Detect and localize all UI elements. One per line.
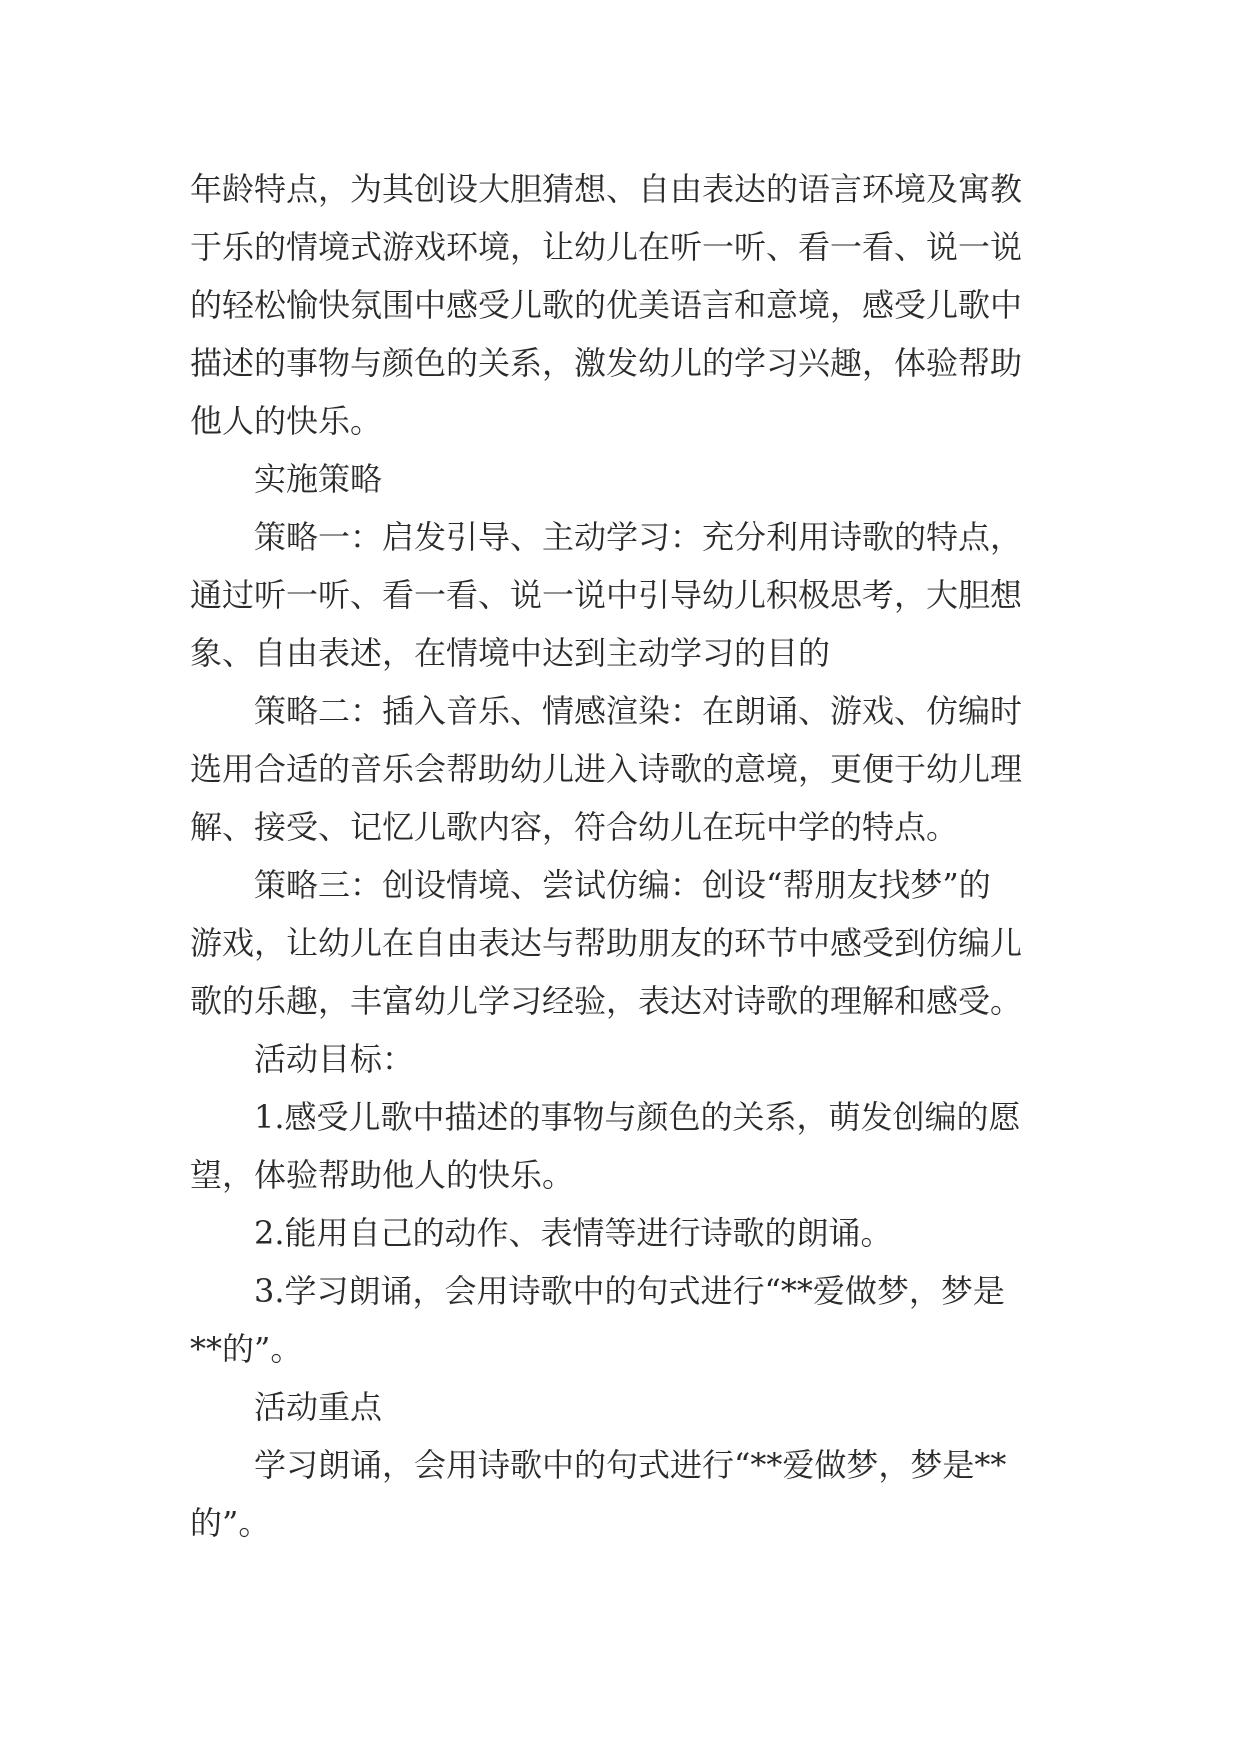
document-body — [190, 160, 1070, 1552]
list-item-goal-2: 2.能用自己的动作、表情等进行诗歌的朗诵。 — [254, 1214, 893, 1252]
text-line: 策略一：启发引导、主动学习：充分利用诗歌的特点， — [254, 518, 1023, 556]
text-line: 解、接受、记忆儿歌内容，符合幼儿在玩中学的特点。 — [190, 808, 959, 846]
text-line: 描述的事物与颜色的关系，激发幼儿的学习兴趣，体验帮助 — [190, 344, 1023, 382]
text-line: 通过听一听、看一看、说一说中引导幼儿积极思考，大胆想 — [190, 576, 1023, 614]
text-line: **的”。 — [190, 1330, 303, 1368]
section-heading-implementation: 实施策略 — [254, 460, 383, 498]
list-item-goal-3: 3.学习朗诵，会用诗歌中的句式进行“**爱做梦，梦是 — [254, 1272, 1005, 1310]
text-line: 策略三：创设情境、尝试仿编：创设“帮朋友找梦”的 — [254, 866, 991, 904]
text-line: 策略二：插入音乐、情感渲染：在朗诵、游戏、仿编时 — [254, 692, 1023, 730]
text-line: 游戏，让幼儿在自由表达与帮助朋友的环节中感受到仿编儿 — [190, 924, 1023, 962]
section-heading-goals: 活动目标： — [254, 1040, 415, 1078]
text-line: 的”。 — [190, 1504, 271, 1542]
text-line: 的轻松愉快氛围中感受儿歌的优美语言和意境，感受儿歌中 — [190, 286, 1023, 324]
text-line: 他人的快乐。 — [190, 402, 383, 440]
section-heading-key-point: 活动重点 — [254, 1388, 383, 1426]
text-line: 望，体验帮助他人的快乐。 — [190, 1156, 575, 1194]
text-line: 选用合适的音乐会帮助幼儿进入诗歌的意境，更便于幼儿理 — [190, 750, 1023, 788]
text-line: 于乐的情境式游戏环境，让幼儿在听一听、看一看、说一说 — [190, 228, 1023, 266]
text-line: 歌的乐趣，丰富幼儿学习经验，表达对诗歌的理解和感受。 — [190, 982, 1023, 1020]
text-line: 年龄特点，为其创设大胆猜想、自由表达的语言环境及寓教 — [190, 170, 1023, 208]
text-line: 象、自由表述，在情境中达到主动学习的目的 — [190, 634, 831, 672]
text-line: 学习朗诵，会用诗歌中的句式进行“**爱做梦，梦是** — [254, 1446, 1007, 1484]
list-item-goal-1: 1.感受儿歌中描述的事物与颜色的关系，萌发创编的愿 — [254, 1098, 1021, 1136]
